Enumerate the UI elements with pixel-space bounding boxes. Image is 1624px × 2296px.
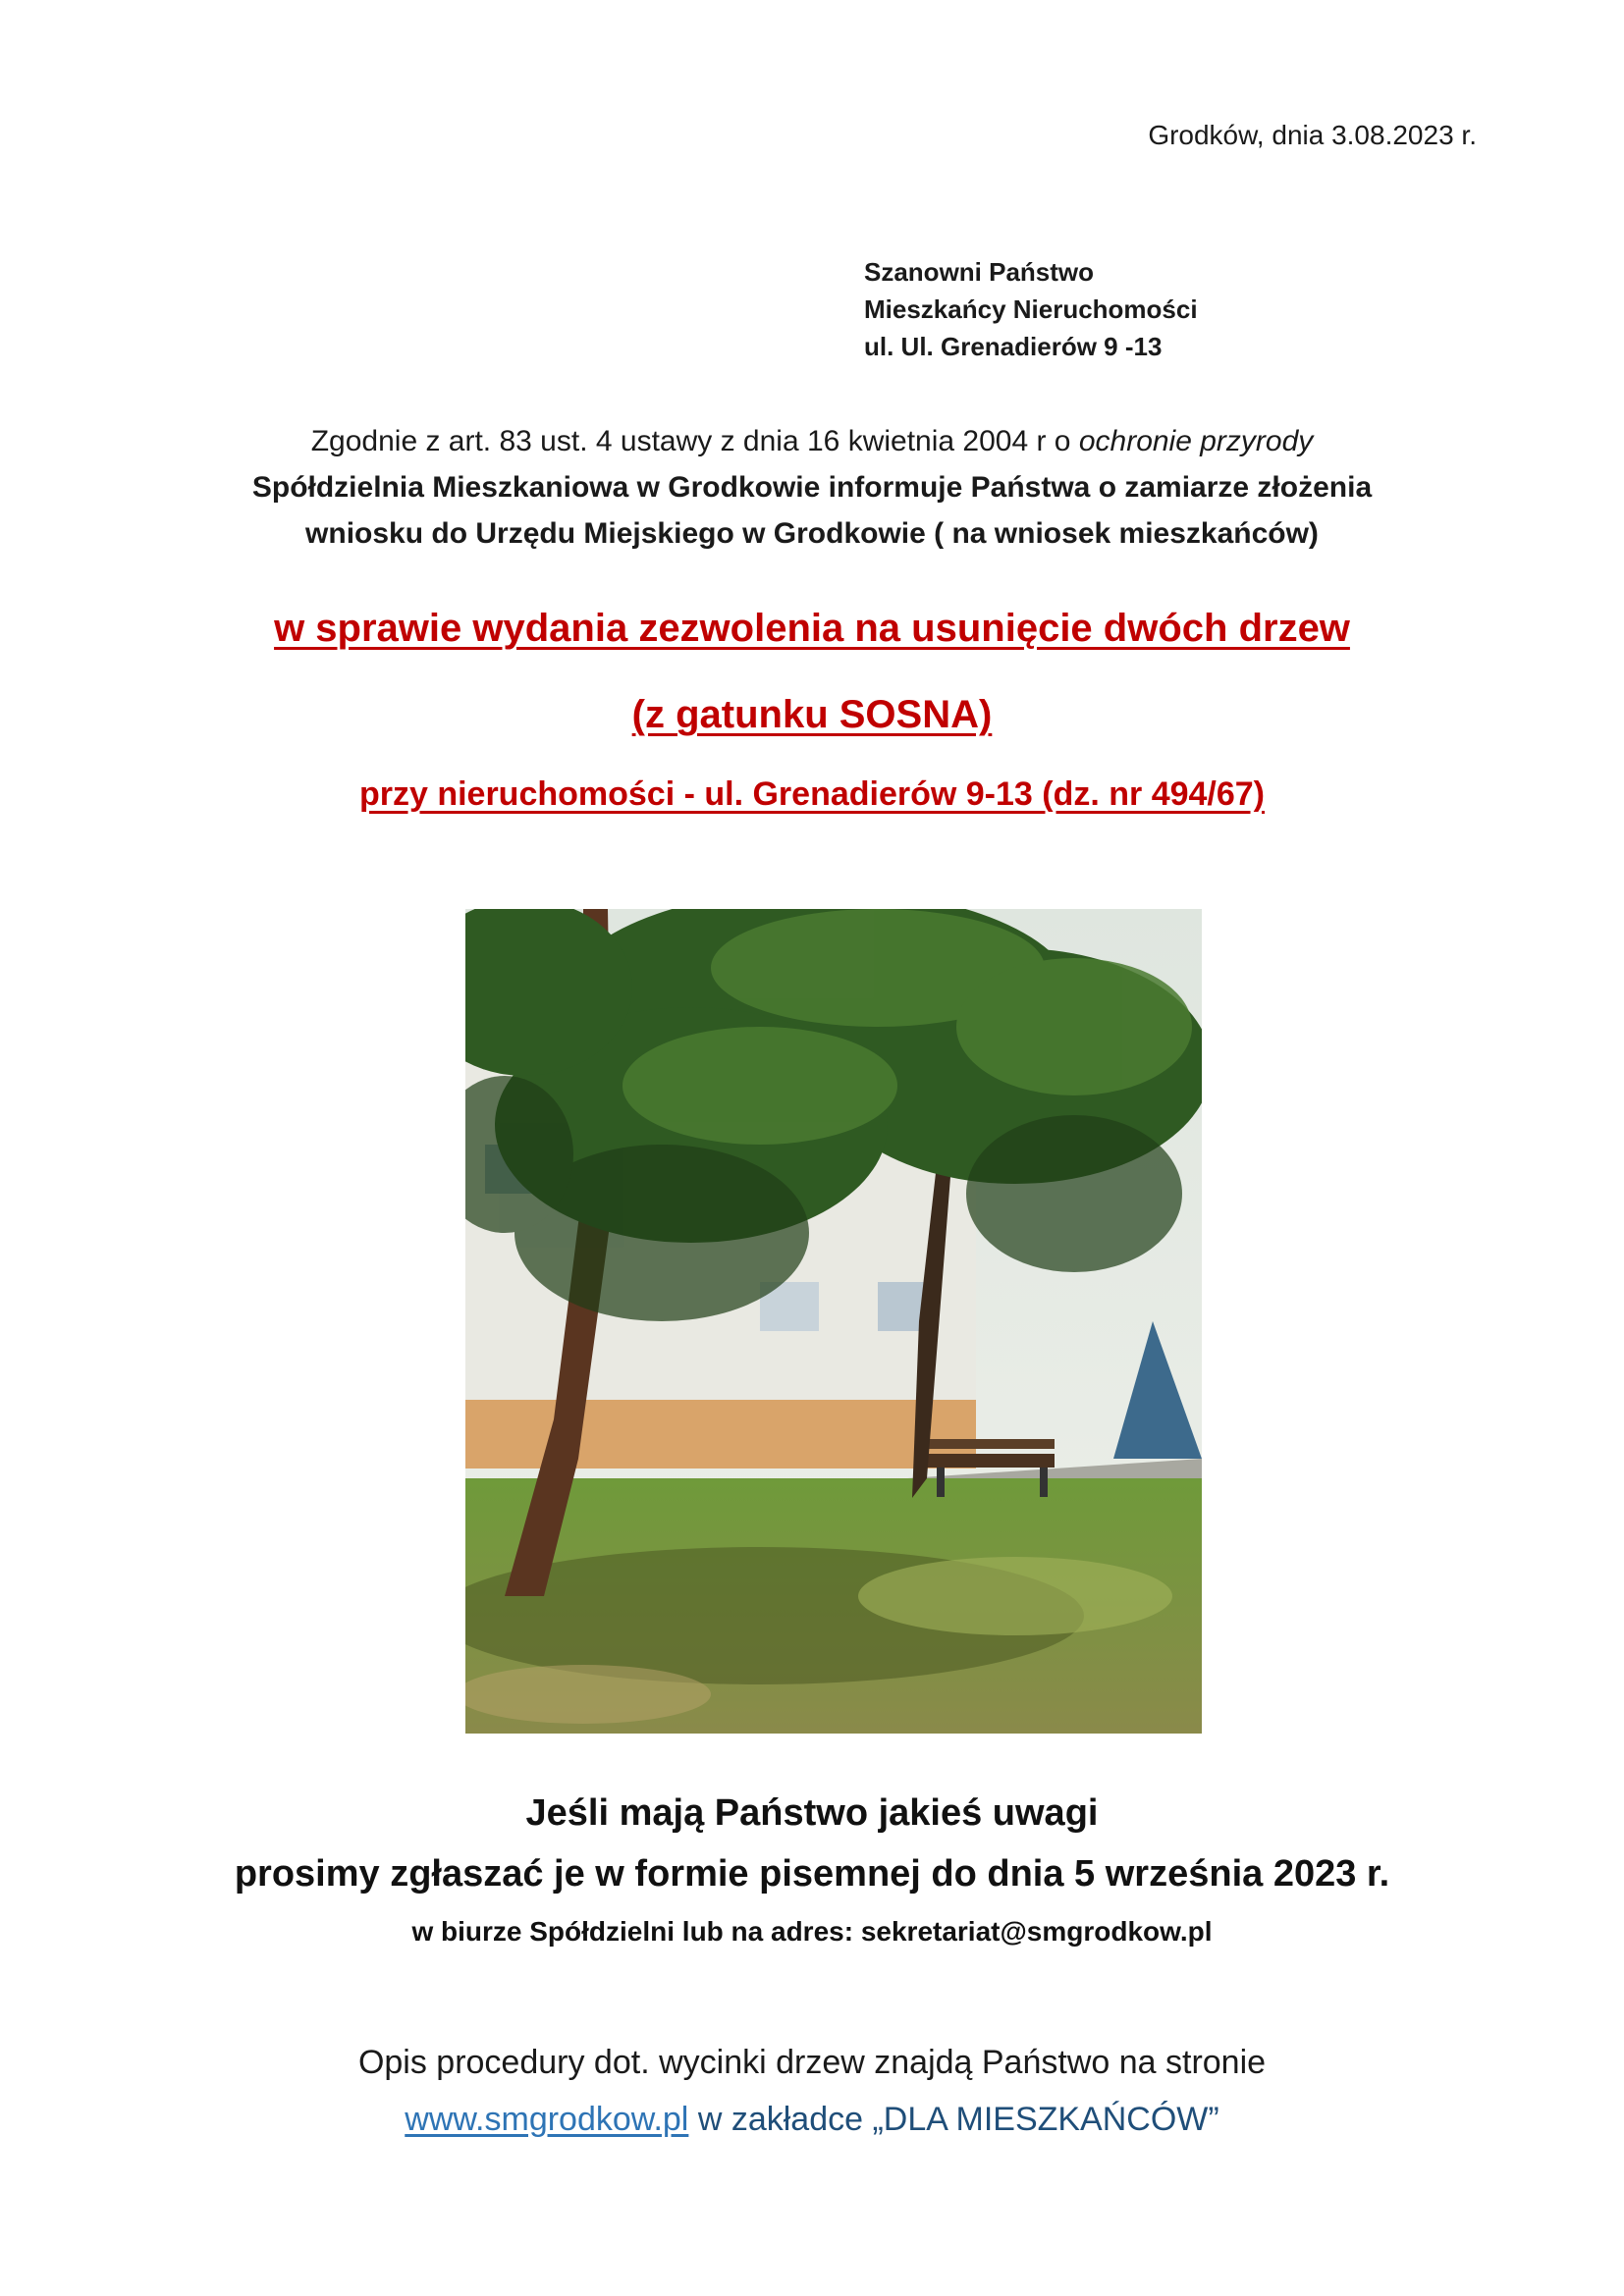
remarks-heading: Jeśli mają Państwo jakieś uwagi [525,1792,1099,1834]
subject-location: przy nieruchomości - ul. Grenadierów 9-13 (dz. nr 494/67) [358,775,1266,813]
procedure-line: Opis procedury dot. wycinki drzew znajdą Państwo na stronie [357,2044,1267,2081]
addressee-line: Szanowni Państwo [864,257,1095,287]
intro-legal-basis: Zgodnie z art. 83 ust. 4 ustawy z dnia 16 kwietnia 2004 r o [310,425,1079,457]
website-link[interactable]: www.smgrodkow.pl [405,2101,689,2138]
remarks-contact: w biurze Spółdzielni lub na adres: sekretariat@smgrodkow.pl [411,1916,1213,1947]
addressee-block [864,253,1198,365]
procedure-line [0,2101,1624,2139]
intro-act-name: ochronie przyrody [1078,425,1314,457]
addressee-line: Mieszkańcy Nieruchomości [864,294,1198,324]
document-date: Grodków, dnia 3.08.2023 r. [1148,120,1477,150]
intro-line [0,418,1624,464]
addressee-line: ul. Ul. Grenadierów 9 -13 [864,332,1163,361]
intro-paragraph [0,418,1624,557]
subject-heading: w sprawie wydania zezwolenia na usunięcie dwóch drzew [274,607,1350,650]
intro-line: wniosku do Urzędu Miejskiego w Grodkowie ( na wniosek mieszkańców) [305,517,1319,550]
subject-species: (z gatunku SOSNA) [631,693,993,736]
pine-trees-photo [465,909,1202,1734]
remarks-deadline: prosimy zgłaszać je w formie pisemnej do dnia 5 września 2023 r. [234,1853,1390,1895]
procedure-tab-text: w zakładce „DLA MIESZKAŃCÓW” [688,2101,1219,2138]
intro-line: Spółdzielnia Mieszkaniowa w Grodkowie informuje Państwa o zamiarze złożenia [251,471,1373,504]
